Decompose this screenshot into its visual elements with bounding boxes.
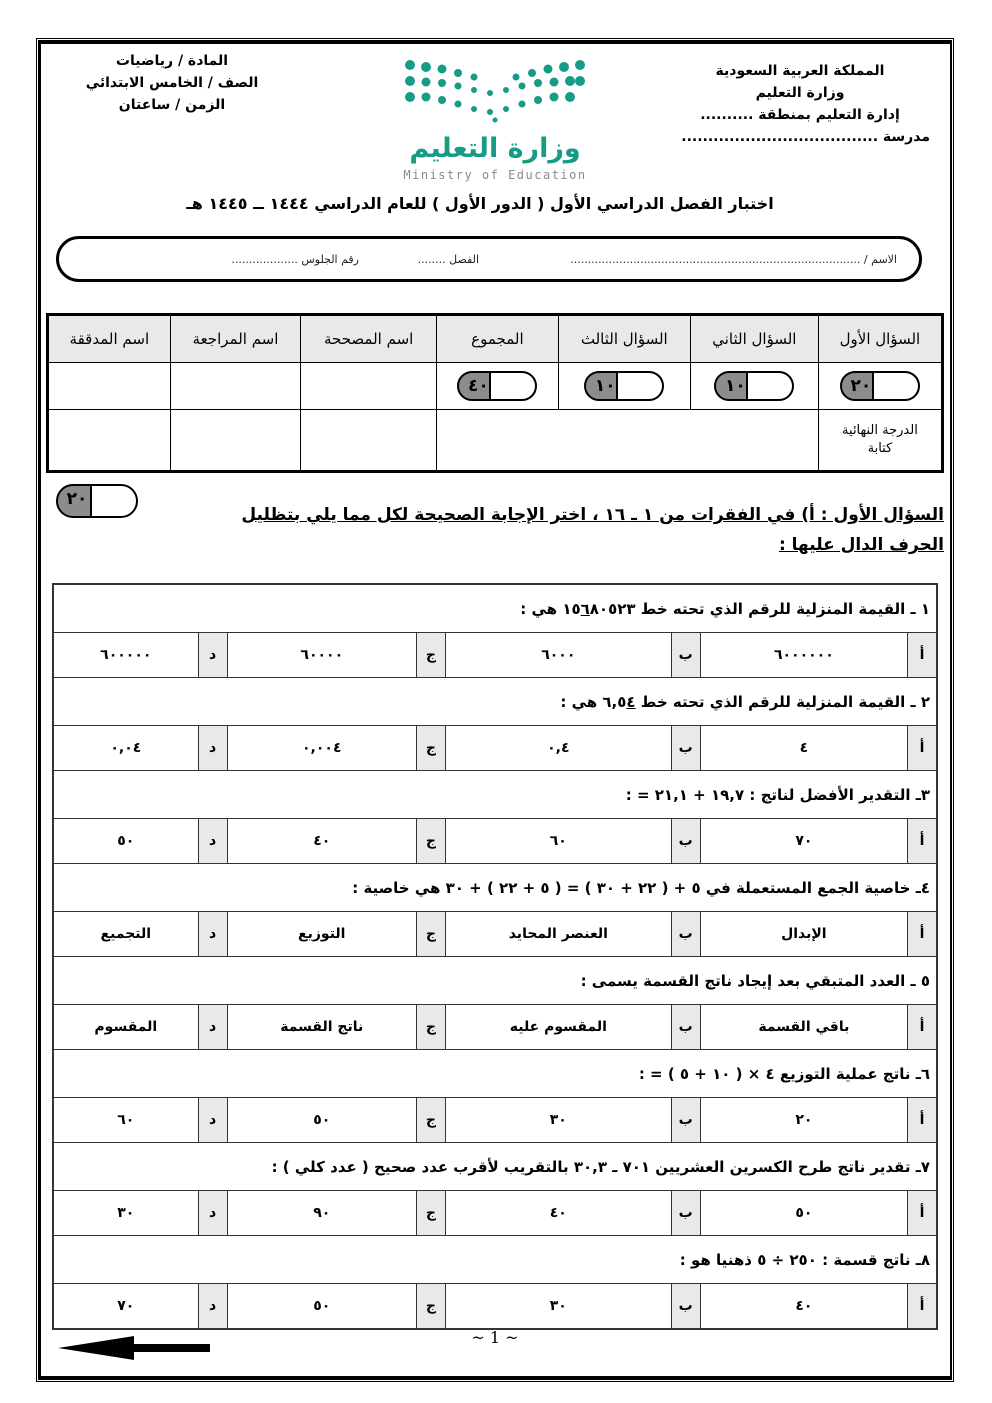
option-letter[interactable]: د	[198, 819, 227, 864]
option-letter[interactable]: د	[198, 1098, 227, 1143]
option-letter[interactable]: د	[198, 633, 227, 678]
page-number: ~ 1 ~	[471, 1328, 519, 1347]
option-letter[interactable]: أ	[908, 819, 938, 864]
region-label: إدارة التعليم بمنطقة ..........	[700, 107, 900, 123]
option-letter[interactable]: أ	[908, 1284, 938, 1330]
logo-dots-icon	[400, 55, 590, 130]
option-letter[interactable]: ب	[671, 819, 700, 864]
option-letter[interactable]: ج	[416, 1098, 445, 1143]
option-letter[interactable]: ب	[671, 1098, 700, 1143]
option-letter[interactable]: ب	[671, 726, 700, 771]
option-value[interactable]: ٦٠٠٠٠٠٠	[700, 633, 907, 678]
option-letter[interactable]: د	[198, 1284, 227, 1330]
question-options-row	[53, 1005, 937, 1050]
option-letter[interactable]: ج	[416, 912, 445, 957]
question-stem-row	[53, 1143, 937, 1191]
reviewer-name-cell[interactable]	[170, 363, 301, 410]
option-value[interactable]: ٦٠٠٠٠٠	[53, 633, 198, 678]
option-value[interactable]: ٦٠٠٠٠	[227, 633, 416, 678]
option-letter[interactable]: أ	[908, 912, 938, 957]
question-stem-row	[53, 864, 937, 912]
question-options-row	[53, 1284, 937, 1330]
header-q2: السؤال الثاني	[690, 315, 818, 363]
question-options-row	[53, 1098, 937, 1143]
option-value[interactable]: ٣٠	[53, 1191, 198, 1236]
header-auditor: اسم المدققة	[48, 315, 171, 363]
q2-mark-cell[interactable]	[690, 363, 818, 410]
option-letter[interactable]: ب	[671, 1005, 700, 1050]
question-options-row	[53, 912, 937, 957]
option-letter[interactable]: أ	[908, 633, 938, 678]
header-grader: اسم المصححة	[301, 315, 437, 363]
subject-label: المادة / رياضيات	[115, 53, 229, 69]
question1-mark	[56, 484, 138, 518]
seat-number-field[interactable]: رقم الجلوس ...................	[231, 253, 359, 266]
question-stem-row	[53, 678, 937, 726]
option-letter[interactable]: د	[198, 726, 227, 771]
option-value[interactable]: ٤	[700, 726, 907, 771]
option-letter[interactable]: ب	[671, 633, 700, 678]
question-stem-row	[53, 1236, 937, 1284]
option-letter[interactable]: ج	[416, 1284, 445, 1330]
question-stem-row	[53, 957, 937, 1005]
option-letter[interactable]: د	[198, 1191, 227, 1236]
option-value[interactable]: التجميع	[53, 912, 198, 957]
option-value[interactable]: ٤٠	[700, 1284, 907, 1330]
option-value[interactable]: الإبدال	[700, 912, 907, 957]
question-stem: ٦ـ ناتج عملية التوزيع ٤ × ( ١٠ + ٥ ) = :	[53, 1050, 937, 1098]
option-value[interactable]: ٤٠	[445, 1191, 671, 1236]
student-info-box	[56, 236, 922, 282]
option-value[interactable]: ٣٠	[445, 1098, 671, 1143]
option-letter[interactable]: ج	[416, 1191, 445, 1236]
header-total: المجموع	[437, 315, 559, 363]
mark-badge: ١٠	[714, 371, 794, 401]
question-stem: ٣ـ التقدير الأفضل لناتج : ١٩,٧ + ٢١,١ = :	[53, 771, 937, 819]
option-value[interactable]: ٦٠	[445, 819, 671, 864]
questions-table	[52, 583, 938, 1330]
arrow-left-icon[interactable]	[58, 1336, 210, 1360]
mark-badge: ٤٠	[457, 371, 537, 401]
option-letter[interactable]: أ	[908, 1005, 938, 1050]
student-name-field[interactable]: الاسم / ...................................................................................	[570, 253, 897, 266]
option-value[interactable]: ٧٠	[53, 1284, 198, 1330]
header-right-block	[670, 60, 930, 148]
option-letter[interactable]: ج	[416, 819, 445, 864]
option-value[interactable]: ٠,٠٠٤	[227, 726, 416, 771]
grades-marks-row	[48, 363, 943, 410]
q3-mark-cell[interactable]	[558, 363, 690, 410]
option-letter[interactable]: ب	[671, 1191, 700, 1236]
option-value[interactable]: باقي القسمة	[700, 1005, 907, 1050]
question-stem: ٥ ـ العدد المتبقي بعد إيجاد ناتج القسمة يسمى :	[53, 957, 937, 1005]
header-left-block	[62, 50, 282, 116]
option-letter[interactable]: ج	[416, 633, 445, 678]
grades-table	[46, 313, 944, 473]
option-letter[interactable]: د	[198, 912, 227, 957]
q1-mark-cell[interactable]	[818, 363, 942, 410]
mark-badge: ٢٠	[840, 371, 920, 401]
option-value[interactable]: ٩٠	[227, 1191, 416, 1236]
option-value[interactable]: التوزيع	[227, 912, 416, 957]
option-value[interactable]: ٧٠	[700, 819, 907, 864]
exam-title: اختبار الفصل الدراسي الأول ( الدور الأول ) للعام الدراسي ١٤٤٤ ــ ١٤٤٥ هـ	[186, 194, 774, 213]
option-value[interactable]: ٤٠	[227, 819, 416, 864]
question-stem: ٢ ـ القيمة المنزلية للرقم الذي تحته خط ٦,٥٤ هي :	[53, 678, 937, 726]
option-value[interactable]: ٥٠	[227, 1284, 416, 1330]
option-value[interactable]: ٢٠	[700, 1098, 907, 1143]
option-value[interactable]: ناتج القسمة	[227, 1005, 416, 1050]
question-options-row	[53, 633, 937, 678]
country-name: المملكة العربية السعودية	[715, 63, 885, 79]
option-value[interactable]: ٠,٠٤	[53, 726, 198, 771]
question-stem: ٤ـ خاصية الجمع المستعملة في ٥ + ( ٢٢ + ٣٠ ) = ( ٥ + ٢٢ ) + ٣٠ هي خاصية :	[53, 864, 937, 912]
option-value[interactable]: ٦٠٠٠	[445, 633, 671, 678]
grader-name-cell[interactable]	[301, 363, 437, 410]
final-grader-cell[interactable]	[301, 410, 437, 472]
class-field[interactable]: الفصل ........	[417, 253, 479, 266]
question1-title: السؤال الأول : أ) في الفقرات من ١ ـ ١٦ ، اختر الإجابة الصحيحة لكل مما يلي بتظليل الحرف الدال عليها :	[241, 505, 944, 555]
auditor-name-cell[interactable]	[48, 363, 171, 410]
option-letter[interactable]: د	[198, 1005, 227, 1050]
option-letter[interactable]: ب	[671, 912, 700, 957]
final-grade-label: الدرجة النهائية كتابة	[818, 410, 942, 472]
header-q1: السؤال الأول	[818, 315, 942, 363]
option-value[interactable]: ٥٠	[227, 1098, 416, 1143]
option-value[interactable]: ٥٠	[53, 819, 198, 864]
option-letter[interactable]: أ	[908, 726, 938, 771]
option-letter[interactable]: ب	[671, 1284, 700, 1330]
question-options-row	[53, 1191, 937, 1236]
question-stem: ٧ـ تقدير ناتج طرح الكسرين العشريين ٧٠١ ـ ٣٠,٣ بالتقريب لأقرب عدد صحيح ( عدد كلي ) :	[53, 1143, 937, 1191]
option-value[interactable]: المقسوم	[53, 1005, 198, 1050]
final-grade-written-cell[interactable]	[437, 410, 819, 472]
logo-english-text: Ministry of Education	[403, 168, 587, 182]
school-label: مدرسة .....................................	[681, 129, 930, 145]
final-auditor-cell[interactable]	[48, 410, 171, 472]
header-reviewer: اسم المراجعة	[170, 315, 301, 363]
question-stem-row	[53, 1050, 937, 1098]
option-value[interactable]: ٦٠	[53, 1098, 198, 1143]
grade-label: الصف / الخامس الابتدائي	[85, 75, 259, 91]
option-value[interactable]: ٠,٤	[445, 726, 671, 771]
option-value[interactable]: ٣٠	[445, 1284, 671, 1330]
header-q3: السؤال الثالث	[558, 315, 690, 363]
ministry-name: وزارة التعليم	[755, 85, 845, 101]
final-reviewer-cell[interactable]	[170, 410, 301, 472]
mark-badge: ٢٠	[56, 484, 138, 518]
total-mark-cell[interactable]	[437, 363, 559, 410]
question-stem-row	[53, 771, 937, 819]
question-options-row	[53, 819, 937, 864]
option-letter[interactable]: ج	[416, 726, 445, 771]
mark-badge: ١٠	[584, 371, 664, 401]
question-options-row	[53, 726, 937, 771]
option-value[interactable]: المقسوم عليه	[445, 1005, 671, 1050]
grades-header-row	[48, 315, 943, 363]
option-value[interactable]: ٥٠	[700, 1191, 907, 1236]
option-value[interactable]: العنصر المحايد	[445, 912, 671, 957]
option-letter[interactable]: أ	[908, 1191, 938, 1236]
question-stem: ١ ـ القيمة المنزلية للرقم الذي تحته خط ١٥٦٨٠٥٢٣ هي :	[53, 584, 937, 633]
option-letter[interactable]: ج	[416, 1005, 445, 1050]
ministry-logo	[400, 55, 590, 185]
logo-arabic-text: وزارة التعليم	[409, 133, 581, 164]
question-stem-row	[53, 584, 937, 633]
grades-final-row	[48, 410, 943, 472]
option-letter[interactable]: أ	[908, 1098, 938, 1143]
question-stem: ٨ـ ناتج قسمة : ٢٥٠ ÷ ٥ ذهنيا هو :	[53, 1236, 937, 1284]
time-label: الزمن / ساعتان	[118, 97, 226, 113]
